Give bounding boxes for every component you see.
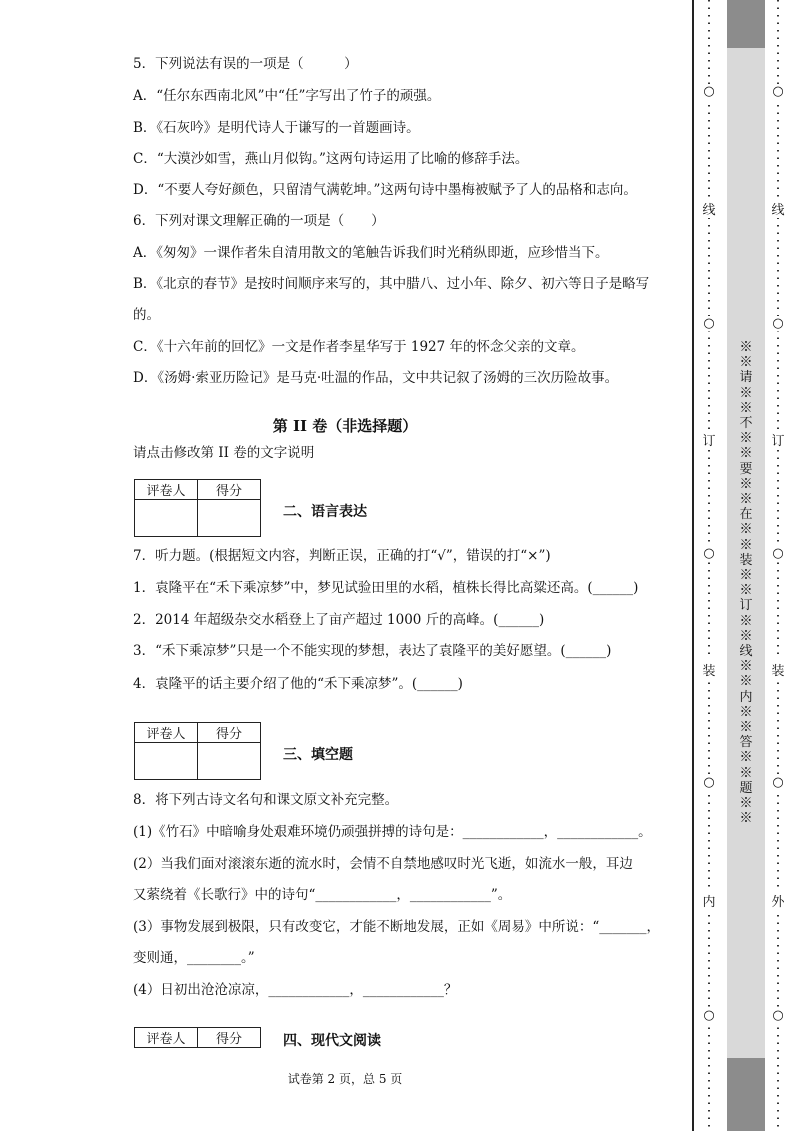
q7-item-4: 4．袁隆平的话主要介绍了他的“禾下乘凉梦”。(______)	[133, 676, 463, 692]
band-top-block	[727, 0, 765, 48]
section-2-title: 二、语言表达	[283, 504, 367, 520]
q8-item-2-cont: 又萦绕着《长歌行》中的诗句“____________，____________”。	[133, 887, 512, 903]
binding-label-outer: 外	[771, 891, 785, 910]
circle-mark: ○	[703, 84, 715, 99]
score-box-grader-label: 评卷人	[135, 723, 198, 743]
score-box-score-label: 得分	[198, 1028, 261, 1048]
part2-title: 第 II 卷（非选择题）	[272, 417, 418, 435]
q6-option-c: C．《十六年前的回忆》一文是作者李星华写于 1927 年的怀念父亲的文章。	[133, 339, 585, 355]
circle-mark: ○	[703, 1008, 715, 1023]
binding-label-line: 线	[702, 199, 716, 218]
score-box	[134, 722, 261, 780]
score-box-grader-label: 评卷人	[135, 1028, 198, 1048]
circle-mark: ○	[772, 1008, 784, 1023]
inner-dotted-line	[702, 0, 716, 1131]
score-box-grader-cell	[135, 743, 198, 780]
outer-dotted-line	[771, 0, 785, 1131]
band-bottom-block	[727, 1058, 765, 1131]
q7-item-1: 1．袁隆平在“禾下乘凉梦”中，梦见试验田里的水稻，植株长得比高粱还高。(______)	[133, 580, 639, 596]
q8-stem: 8．将下列古诗文名句和课文原文补充完整。	[133, 792, 399, 808]
circle-mark: ○	[703, 546, 715, 561]
q5-option-a: A．“任尔东西南北风”中“任”字写出了竹子的顽强。	[133, 88, 441, 104]
q6-option-a: A．《匆匆》一课作者朱自清用散文的笔触告诉我们时光稍纵即逝，应珍惜当下。	[133, 245, 609, 261]
binding-label-order: 订	[702, 430, 716, 449]
circle-mark: ○	[703, 775, 715, 790]
score-box-score-label: 得分	[198, 480, 261, 500]
section-4-title: 四、现代文阅读	[283, 1033, 381, 1049]
q6-stem: 6．下列对课文理解正确的一项是（ ）	[133, 213, 385, 229]
score-box-score-label: 得分	[198, 723, 261, 743]
binding-label-bind: 装	[702, 660, 716, 679]
q7-item-2: 2．2014 年超级杂交水稻登上了亩产超过 1000 斤的高峰。(______)	[133, 612, 545, 628]
binding-label-bind: 装	[771, 660, 785, 679]
score-box-score-cell	[198, 500, 261, 537]
score-box-grader-cell	[135, 500, 198, 537]
q8-item-1: (1)《竹石》中暗喻身处艰难环境仍顽强拼搏的诗句是：____________，____________。	[133, 824, 652, 840]
score-box-score-cell	[198, 743, 261, 780]
score-box	[134, 1027, 261, 1048]
section-3-title: 三、填空题	[283, 747, 353, 763]
circle-mark: ○	[772, 316, 784, 331]
q6-option-b-cont: 的。	[133, 307, 160, 323]
q8-item-3-cont: 变则通，________。”	[133, 950, 255, 966]
circle-mark: ○	[772, 775, 784, 790]
q5-stem: 5．下列说法有误的一项是（ ）	[133, 56, 358, 72]
binding-border-line	[692, 0, 694, 1131]
binding-label-line: 线	[771, 199, 785, 218]
q7-item-3: 3．“禾下乘凉梦”只是一个不能实现的梦想，表达了袁隆平的美好愿望。(______)	[133, 643, 612, 659]
page-footer: 试卷第 2 页，总 5 页	[287, 1072, 403, 1086]
q5-option-c: C．“大漠沙如雪，燕山月似钩。”这两句诗运用了比喻的修辞手法。	[133, 151, 529, 167]
q5-option-d: D．“不要人夸好颜色，只留清气满乾坤。”这两句诗中墨梅被赋予了人的品格和志向。	[133, 182, 637, 198]
binding-label-inner: 内	[702, 891, 716, 910]
binding-label-order: 订	[771, 430, 785, 449]
score-box-grader-label: 评卷人	[135, 480, 198, 500]
part2-note[interactable]: 请点击修改第 II 卷的文字说明	[133, 445, 315, 461]
score-box	[134, 479, 261, 537]
q7-stem: 7．听力题。(根据短文内容，判断正误，正确的打“√”，错误的打“×”)	[133, 548, 551, 564]
no-answer-warning: ※※请※※不※※要※※在※※装※※订※※线※※内※※答※※题※※	[739, 340, 753, 827]
q6-option-b: B．《北京的春节》是按时间顺序来写的，其中腊八、过小年、除夕、初六等日子是略写	[133, 276, 650, 292]
q6-option-d: D．《汤姆·索亚历险记》是马克·吐温的作品，文中共记叙了汤姆的三次历险故事。	[133, 370, 619, 386]
q8-item-3: (3）事物发展到极限，只有改变它，才能不断地发展，正如《周易》中所说：“_______，	[133, 919, 661, 935]
q8-item-4: (4）日初出沧沧凉凉，____________，____________？	[133, 982, 458, 998]
circle-mark: ○	[772, 546, 784, 561]
circle-mark: ○	[703, 316, 715, 331]
q8-item-2: (2）当我们面对滚滚东逝的流水时，会情不自禁地感叹时光飞逝，如流水一般，耳边	[133, 856, 633, 872]
circle-mark: ○	[772, 84, 784, 99]
q5-option-b: B．《石灰吟》是明代诗人于谦写的一首题画诗。	[133, 120, 420, 136]
